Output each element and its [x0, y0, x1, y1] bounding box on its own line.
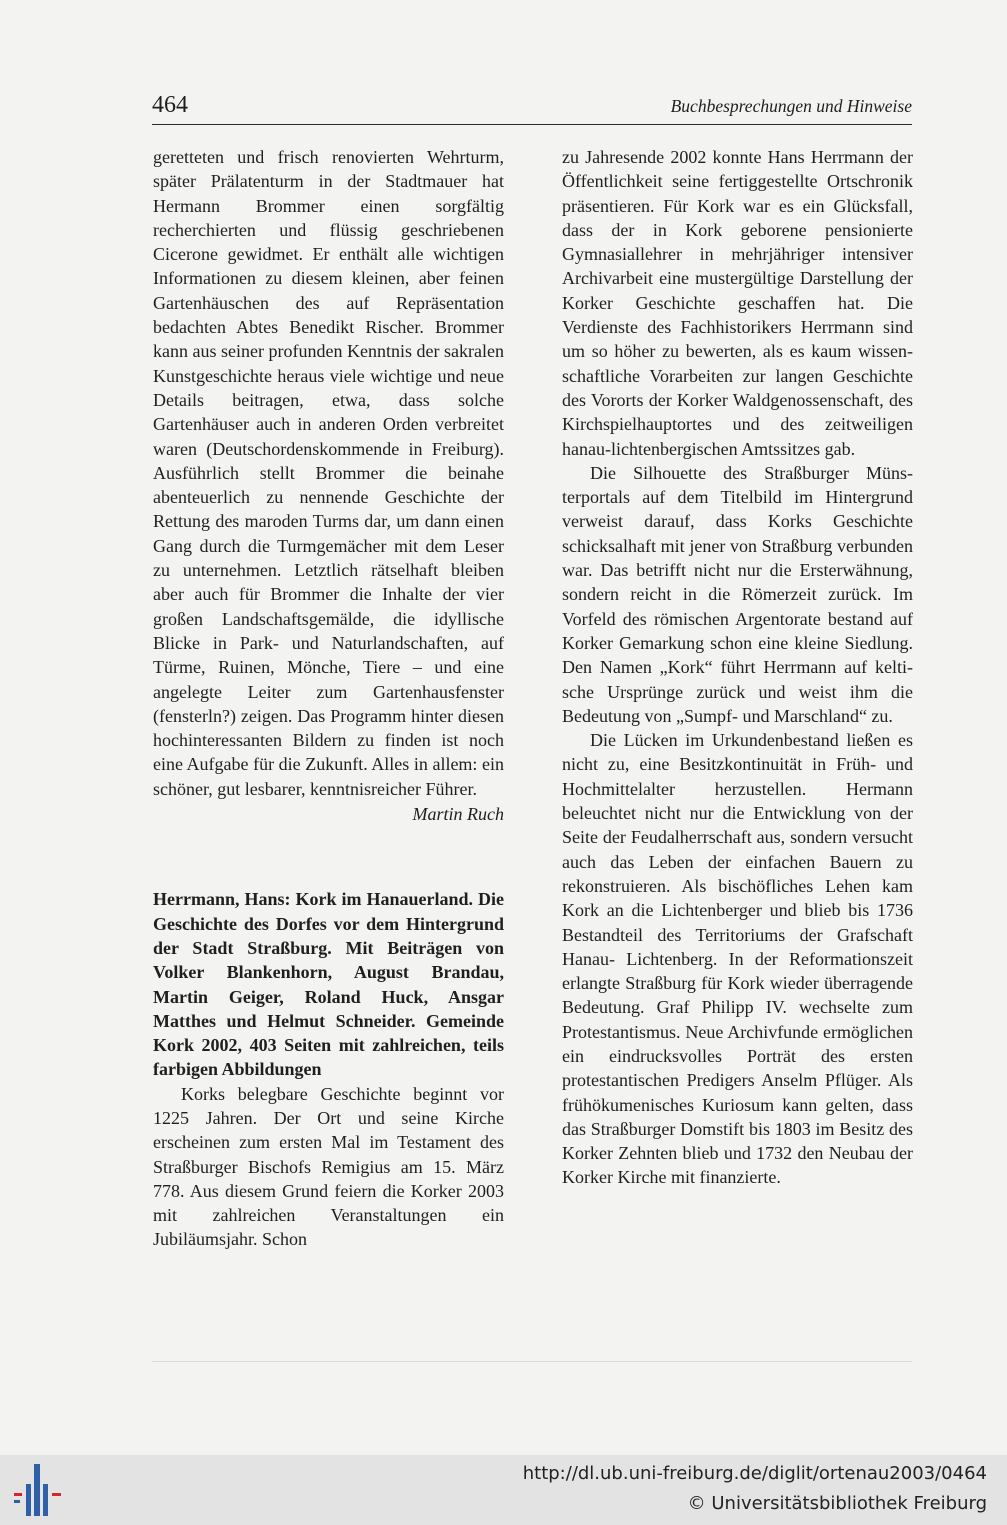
right-column — [562, 145, 913, 1190]
body-paragraph: Korks belegbare Geschichte beginnt vor 1225 Jahren. Der Ort und seine Kirche erscheinen zum ersten Mal im Testament des Straßburger Bischofs Remigius am 15. März 778. Aus diesem Grund feiern die Korker 2003 mit zahlreichen Veranstaltungen ein Jubiläumsjahr. Schon — [153, 1083, 504, 1250]
left-column — [153, 145, 504, 1252]
running-head: Buchbesprechungen und Hinweise — [670, 96, 912, 116]
review-heading: Herrmann, Hans: Kork im Hanauerland. Die Geschichte des Dorfes vor dem Hintergrund der Stadt Straßburg. Mit Beiträgen von Volker Blankenhorn, August Brandau, Martin Geiger, Roland Huck, Ansgar Matthes und Helmut Schneider. Gemeinde Kork 2002, 403 Seiten mit zahlreichen, teils farbigen Abbildungen — [153, 889, 504, 1080]
body-paragraph: geretteten und frisch renovierten Wehrturm, später Prälatenturm in der Stadtmauer hat Hermann Brommer einen sorgfältig recherchierten und flüssig geschriebenen Cicerone gewidmet. Er enthält alle wichtigen Informationen zu diesem kleinen, aber feinen Gartenhäuschen des auf Repräsentation bedachten Abtes Benedikt Rischer. Brommer kann aus seiner profunden Kenntnis der sakralen Kunstgeschichte heraus viele wichtige und neue Details beitragen, etwa, dass solche Gartenhäuser auch in anderen Orden verbreitet waren (Deutschordenskommende in Freiburg). Ausführlich stellt Brommer die beinahe abenteuerlich zu nennende Geschichte der Rettung des maroden Turms dar, um dann einen Gang durch die Turmgemächer mit dem Leser zu unternehmen. Letztlich rätselhaft bleiben aber auch für Brommer die Inhalte der vier großen Landschaftsgemälde, die idyllische Blicke in Park- und Naturlandschaften, auf Türme, Ruinen, Mönche, Tiere – und eine angelegte Leiter zum Gartenhausfenster (fensterln?) zeigen. Das Programm hinter diesen hochinteressanten Bildern zu finden ist noch eine Aufgabe für die Zukunft. Alles in allem: ein schöner, gut lesbarer, kenntnisreicher Führer. — [153, 147, 504, 799]
reviewer-signature: Martin Ruch — [412, 804, 504, 825]
body-paragraph: zu Jahresende 2002 konnte Hans Herrmann der Öffentlichkeit seine fertiggestellte Ortschronik präsentieren. Für Kork war es ein Glücksfall, dass der in Kork geborene pensionierte Gymnasiallehrer in mehrjähriger intensiver Archivarbeit eine mustergültige Darstellung der Korker Geschichte geschaffen hat. Die Verdienste des Fachhistorikers Herrmann sind um so höher zu bewerten, als es kaum wissenschaftliche Vorarbeiten zur langen Geschichte des Vororts der Korker Waldgenossenschaft, des Kirchspielhauptortes und des zeitweiligen hanau-lichtenbergischen Amtssitzes gab. — [562, 147, 913, 459]
footer-url-link[interactable]: http://dl.ub.uni-freiburg.de/diglit/ortenau2003/0464 — [522, 1463, 987, 1484]
body-paragraph: Die Silhouette des Straßburger Münsterportals auf dem Titelbild im Hintergrund verweist darauf, dass Korks Geschichte schicksalhaft mit jener von Straßburg verbunden war. Das betrifft nicht nur die Ersterwähnung, sondern reicht in die Römerzeit zurück. Im Vorfeld des römischen Argentorate bestand auf Korker Gemarkung schon eine kleine Siedlung. Den Namen „Kork“ führt Herrmann auf keltische Ursprünge zurück und weist ihm die Bedeutung von „Sumpf- und Marschland“ zu. — [562, 462, 913, 726]
page-header — [152, 88, 912, 125]
divider — [152, 1361, 912, 1362]
body-paragraph: Die Lücken im Urkundenbestand ließen es nicht zu, eine Besitzkontinuität in Früh- und Hochmittelalter herzustellen. Hermann beleuchtet nicht nur die Entwicklung von der Seite der Feudalherrschaft aus, sondern versucht auch das Leben der einfachen Bauern zu rekonstruieren. Als bischöfliches Lehen kam Kork an die Lichtenberger und blieb bis 1736 Bestandteil des Territoriums der Grafschaft Hanau- Lichtenberg. In der Reformationszeit erlangte Straßburg für Kork wieder überragende Bedeutung. Graf Philipp IV. wechselte zum Protestantismus. Neue Archivfunde ermöglichen ein eindrucksvolles Porträt des ersten protestantischen Predigers Anselm Pflüger. Als frühökumenisches Kuriosum kann gelten, dass das Straßburger Domstift bis 1803 im Besitz des Korker Zehnten blieb und 1732 den Neubau der Korker Kirche mit finanzierte. — [562, 730, 913, 1188]
footer-copyright: © Universitätsbibliothek Freiburg — [687, 1493, 987, 1514]
page-number: 464 — [152, 92, 188, 118]
ub-freiburg-logo-icon — [12, 1462, 64, 1518]
